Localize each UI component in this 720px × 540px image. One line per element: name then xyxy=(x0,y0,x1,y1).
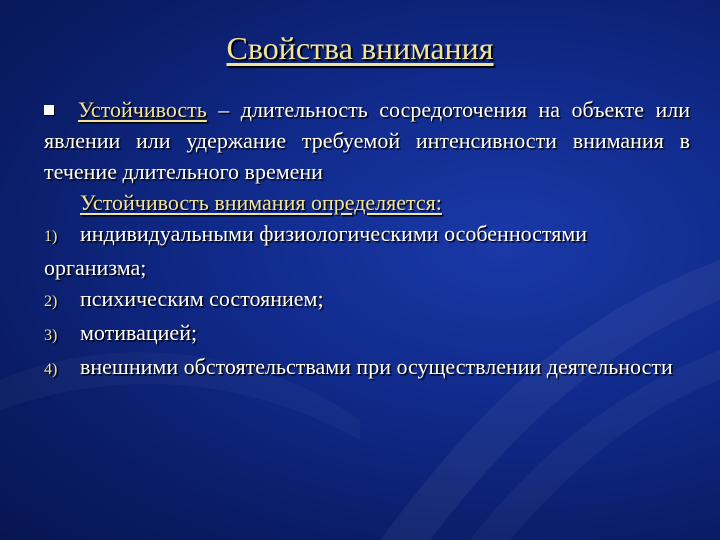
definition-text: – длительность сосредоточения на объекте или явлении или удержание требуемой интенсивности внимания в течение длительного времени xyxy=(44,97,690,184)
list-item xyxy=(44,317,690,351)
list-number: 3) xyxy=(44,327,58,344)
list-item-text: внешними обстоятельствами при осуществлении деятельности xyxy=(80,354,673,379)
slide-title: Свойства внимания xyxy=(226,30,494,66)
list-item-text: индивидуальными физиологическими особенностями организма; xyxy=(44,221,588,280)
slide-body xyxy=(44,94,690,385)
definition-paragraph xyxy=(44,94,690,187)
list-item-text: психическим состоянием; xyxy=(80,286,324,311)
list-number: 4) xyxy=(44,361,58,378)
square-bullet-icon xyxy=(44,105,54,115)
list-item xyxy=(44,283,690,317)
list-number: 1) xyxy=(44,228,58,245)
list-number: 2) xyxy=(44,293,58,310)
subheading: Устойчивость внимания определяется: xyxy=(80,190,442,215)
list-item xyxy=(44,351,690,385)
list-item-text: мотивацией; xyxy=(80,320,198,345)
list-item xyxy=(44,218,690,283)
definition-term: Устойчивость xyxy=(78,97,207,122)
